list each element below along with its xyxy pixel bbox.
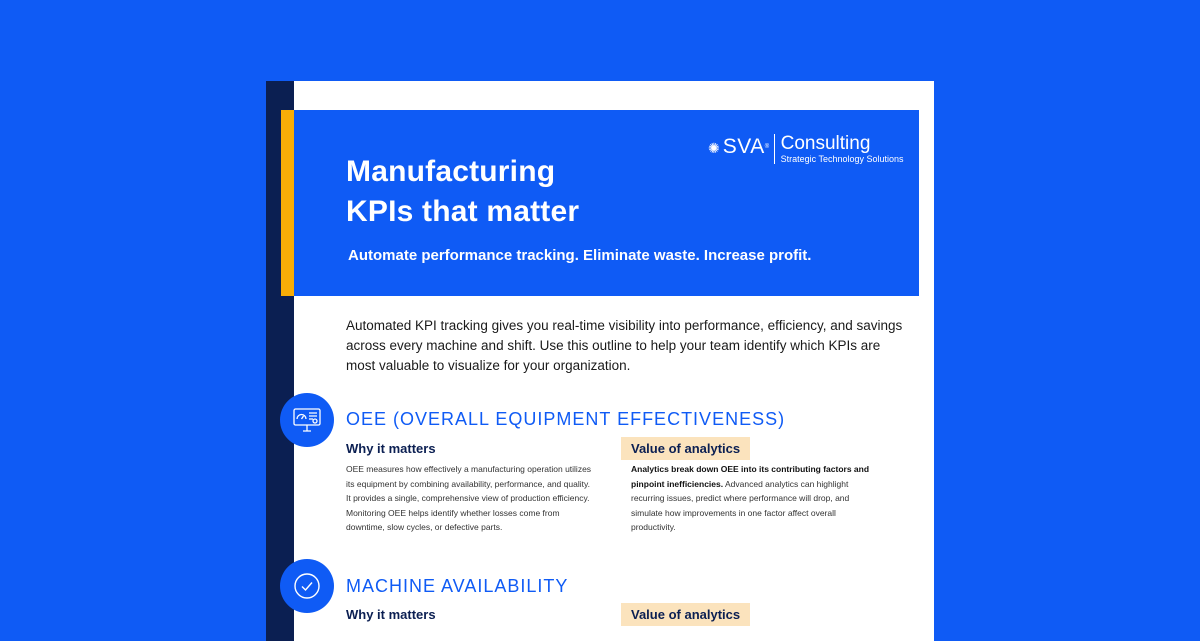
hero-subtitle: Automate performance tracking. Eliminate waste. Increase profit. [348,247,812,264]
flower-logo-icon: ✺ [708,140,720,156]
why-it-matters-label: Why it matters [346,441,436,456]
monitor-gauge-icon [280,393,334,447]
intro-paragraph: Automated KPI tracking gives you real-time visibility into performance, efficiency, and savings across every machine and shift. Use this outline to help your team identify which KPIs are most valuable to visualize for your organization. [346,318,903,373]
section-title-oee: OEE (OVERALL EQUIPMENT EFFECTIVENESS) [346,409,786,429]
sva-consulting-logo: ✺ SVA® Consulting Strategic Technology Solutions [708,133,904,164]
check-circle-icon [280,559,334,613]
value-of-analytics-label: Value of analytics [621,437,750,460]
why-it-matters-label: Why it matters [346,607,436,622]
gold-accent-bar [281,110,294,296]
page-title: Manufacturing KPIs that matter [346,155,580,228]
why-text: OEE measures how effectively a manufacturing operation utilizes its equipment by combining availability, performance, and quality. It provides a single, comprehensive view of production efficiency. Monitoring OEE helps identify whether losses come from downtime, slow cycles, or defective parts. [346,464,592,533]
value-of-analytics-label: Value of analytics [621,603,750,626]
value-text: Analytics break down OEE into its contributing factors and pinpoint inefficiencies. Advanced analytics can highlight recurring issues, predict where performance will drop, and simulate how improvements in one factor affect overall productivity. [631,464,870,533]
section-title-machine-availability: MACHINE AVAILABILITY [346,576,569,596]
